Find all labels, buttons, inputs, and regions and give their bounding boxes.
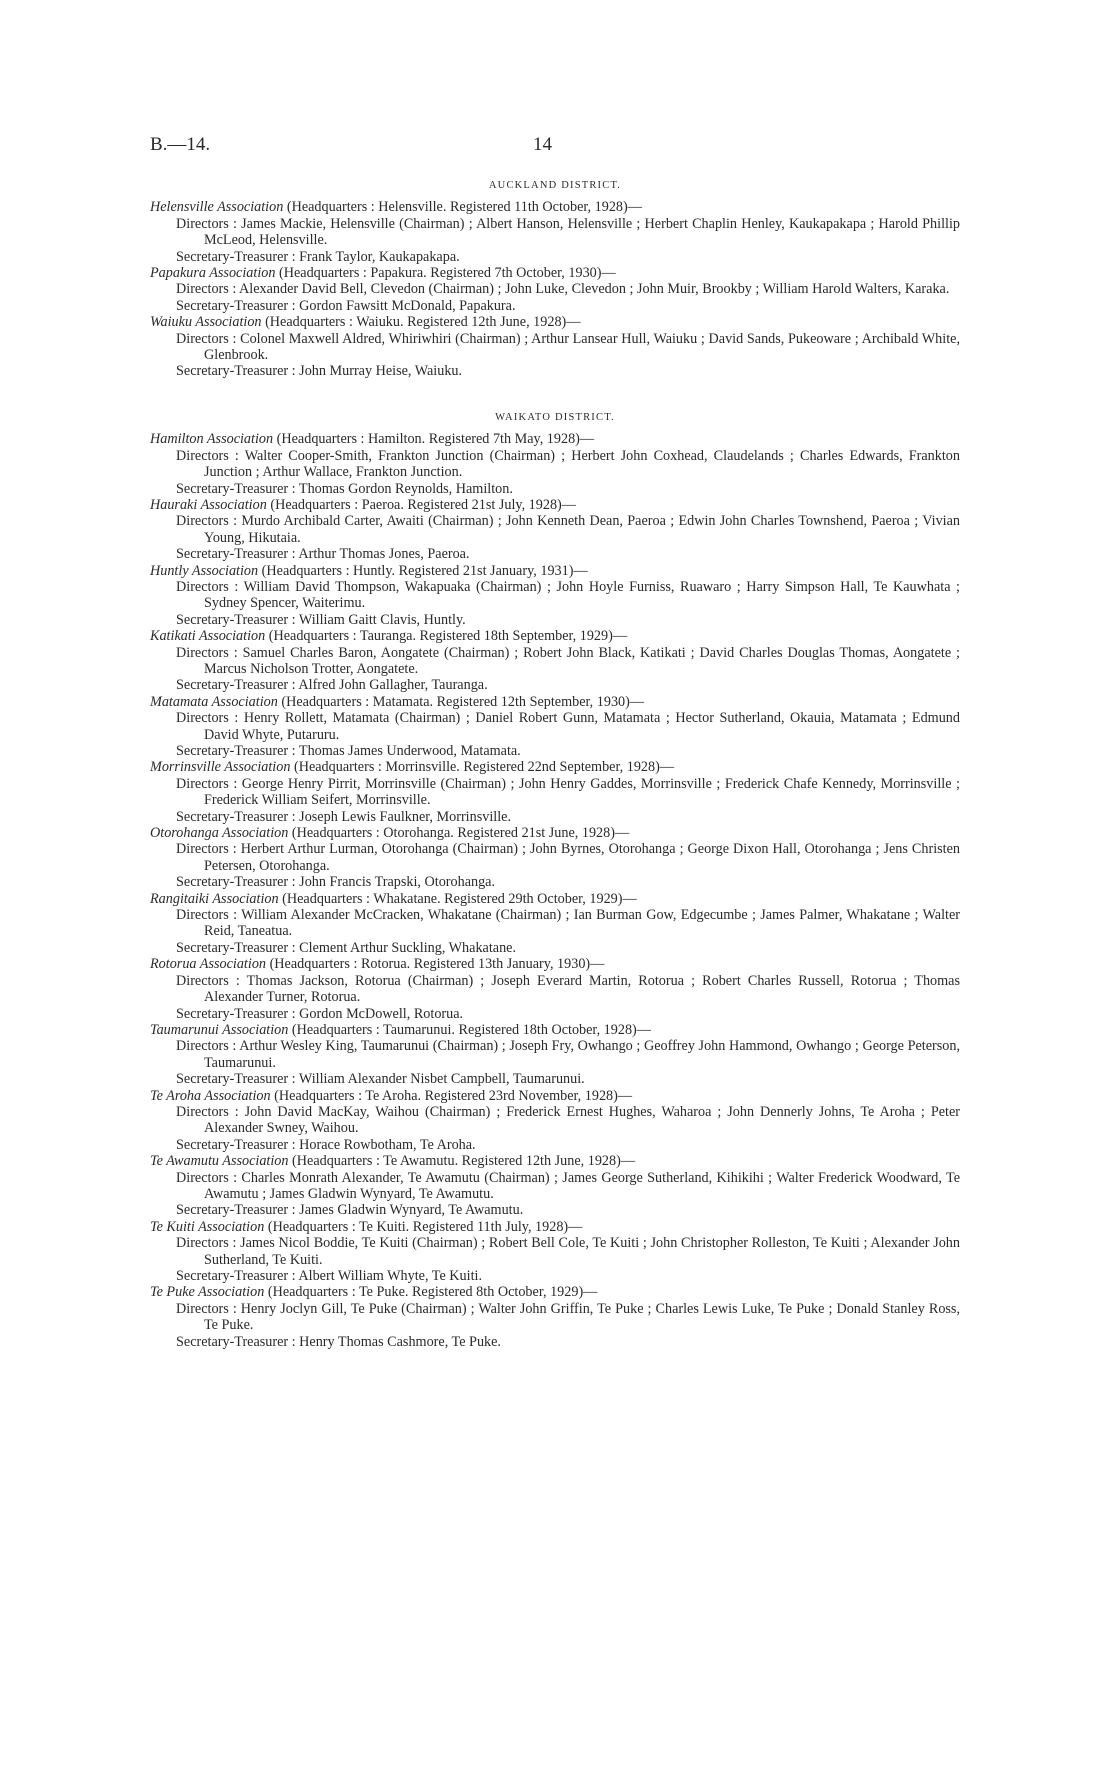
association-heading xyxy=(150,628,960,644)
association-entry xyxy=(150,759,960,825)
association-name: Hamilton Association xyxy=(150,431,274,448)
association-details: (Headquarters : Tauranga. Registered 18th September, 1929)— xyxy=(265,628,628,645)
district-auckland xyxy=(150,178,960,380)
association-name: Waiuku Association xyxy=(150,314,262,331)
association-entry xyxy=(150,694,960,760)
association-details: (Headquarters : Te Kuiti. Registered 11th July, 1928)— xyxy=(264,1218,583,1235)
directors-line: Directors : Arthur Wesley King, Taumarunui (Chairman) ; Joseph Fry, Owhango ; Geoffrey John Hammond, Owhango ; George Peterson, Taumarunui. xyxy=(176,1038,960,1071)
association-heading xyxy=(150,265,960,281)
association-heading xyxy=(150,431,960,447)
association-entry xyxy=(150,1284,960,1350)
directors-line: Directors : James Nicol Boddie, Te Kuiti (Chairman) ; Robert Bell Cole, Te Kuiti ; John Christopher Rolleston, Te Kuiti ; Alexander John Sutherland, Te Kuiti. xyxy=(176,1235,960,1268)
association-heading xyxy=(150,199,960,215)
association-heading xyxy=(150,956,960,972)
page-number: 14 xyxy=(533,134,552,155)
association-entry xyxy=(150,497,960,563)
directors-line: Directors : Henry Rollett, Matamata (Chairman) ; Daniel Robert Gunn, Matamata ; Hector Sutherland, Okauia, Matamata ; Edmund David Whyte, Putaruru. xyxy=(176,710,960,743)
district-title: WAIKATO DISTRICT. xyxy=(495,411,615,423)
page-content xyxy=(150,178,960,1350)
association-details: (Headquarters : Te Puke. Registered 8th October, 1929)— xyxy=(264,1284,598,1301)
secretary-line: Secretary-Treasurer : Gordon Fawsitt McDonald, Papakura. xyxy=(176,297,516,314)
association-heading xyxy=(150,825,960,841)
secretary-line: Secretary-Treasurer : Frank Taylor, Kaukapakapa. xyxy=(176,248,460,265)
association-details: (Headquarters : Whakatane. Registered 29th October, 1929)— xyxy=(278,890,637,907)
association-details: (Headquarters : Paeroa. Registered 21st July, 1928)— xyxy=(266,496,576,513)
directors-line: Directors : Charles Monrath Alexander, Te Awamutu (Chairman) ; James George Sutherland, Kihikihi ; Walter Frederick Woodward, Te Awamutu ; James Gladwin Wynyard, Te Awamutu. xyxy=(176,1169,960,1202)
association-name: Rotorua Association xyxy=(150,956,267,973)
association-details: (Headquarters : Te Awamutu. Registered 12th June, 1928)— xyxy=(288,1153,636,1170)
directors-line: Directors : Herbert Arthur Lurman, Otorohanga (Chairman) ; John Byrnes, Otorohanga ; George Dixon Hall, Otorohanga ; Jens Christen Petersen, Otorohanga. xyxy=(176,841,960,874)
association-name: Morrinsville Association xyxy=(150,759,291,776)
association-heading xyxy=(150,759,960,775)
association-details: (Headquarters : Waiuku. Registered 12th June, 1928)— xyxy=(261,314,581,331)
directors-line: Directors : Alexander David Bell, Clevedon (Chairman) ; John Luke, Clevedon ; John Muir, Brookby ; William Harold Walters, Karaka. xyxy=(176,281,950,298)
directors-line: Directors : James Mackie, Helensville (Chairman) ; Albert Hanson, Helensville ; Herbert Chaplin Henley, Kaukapakapa ; Harold Phillip McLeod, Helensville. xyxy=(176,215,960,249)
secretary-line: Secretary-Treasurer : John Francis Trapski, Otorohanga. xyxy=(176,874,496,891)
secretary-line: Secretary-Treasurer : Thomas James Underwood, Matamata. xyxy=(176,743,521,759)
association-details: (Headquarters : Rotorua. Registered 13th January, 1930)— xyxy=(266,956,605,973)
association-name: Papakura Association xyxy=(150,265,276,282)
secretary-line: Secretary-Treasurer : Henry Thomas Cashmore, Te Puke. xyxy=(176,1333,501,1350)
document-reference: B.—14. xyxy=(150,134,211,155)
association-heading xyxy=(150,497,960,513)
association-details: (Headquarters : Matamata. Registered 12th September, 1930)— xyxy=(277,693,645,710)
directors-line: Directors : George Henry Pirrit, Morrinsville (Chairman) ; John Henry Gaddes, Morrinsville ; Frederick Chafe Kennedy, Morrinsville ; Frederick William Seifert, Morrinsville. xyxy=(176,775,960,809)
association-heading xyxy=(150,1022,960,1038)
directors-line: Directors : Henry Joclyn Gill, Te Puke (Chairman) ; Walter John Griffin, Te Puke ; Charles Lewis Luke, Te Puke ; Donald Stanley Ross, Te Puke. xyxy=(176,1300,960,1334)
secretary-line: Secretary-Treasurer : Thomas Gordon Reynolds, Hamilton. xyxy=(176,480,513,497)
association-entry xyxy=(150,1022,960,1088)
association-entry xyxy=(150,199,960,265)
association-name: Hauraki Association xyxy=(150,496,267,513)
secretary-line: Secretary-Treasurer : Gordon McDowell, Rotorua. xyxy=(176,1005,464,1022)
association-name: Matamata Association xyxy=(150,693,278,710)
association-details: (Headquarters : Hamilton. Registered 7th May, 1928)— xyxy=(273,431,595,448)
directors-line: Directors : John David MacKay, Waihou (Chairman) ; Frederick Ernest Hughes, Waharoa ; John Dennerly Johns, Te Aroha ; Peter Alexander Swney, Waihou. xyxy=(176,1103,960,1137)
district-title: AUCKLAND DISTRICT. xyxy=(488,180,622,191)
association-entry xyxy=(150,825,960,891)
association-details: (Headquarters : Otorohanga. Registered 21st June, 1928)— xyxy=(288,825,630,842)
association-name: Katikati Association xyxy=(150,628,266,645)
association-heading xyxy=(150,1219,960,1235)
association-entry xyxy=(150,891,960,957)
secretary-line: Secretary-Treasurer : Arthur Thomas Jones, Paeroa. xyxy=(176,546,470,563)
association-entry xyxy=(150,265,960,314)
association-details: (Headquarters : Huntly. Registered 21st January, 1931)— xyxy=(258,562,588,579)
association-heading xyxy=(150,1088,960,1104)
association-heading xyxy=(150,1284,960,1300)
association-heading xyxy=(150,563,960,579)
association-name: Rangitaiki Association xyxy=(150,890,279,907)
association-details: (Headquarters : Taumarunui. Registered 18th October, 1928)— xyxy=(288,1021,651,1038)
secretary-line: Secretary-Treasurer : Alfred John Gallagher, Tauranga. xyxy=(176,677,488,694)
association-entry xyxy=(150,956,960,1022)
association-entry xyxy=(150,1088,960,1154)
directors-line: Directors : William David Thompson, Wakapuaka (Chairman) ; John Hoyle Furniss, Ruawaro ; Harry Simpson Hall, Te Kauwhata ; Sydney Spencer, Waiterimu. xyxy=(176,578,960,612)
secretary-line: Secretary-Treasurer : John Murray Heise, Waiuku. xyxy=(176,363,463,380)
secretary-line: Secretary-Treasurer : Joseph Lewis Faulkner, Morrinsville. xyxy=(176,808,511,825)
association-name: Huntly Association xyxy=(150,562,259,579)
association-heading xyxy=(150,314,960,330)
directors-line: Directors : William Alexander McCracken, Whakatane (Chairman) ; Ian Burman Gow, Edgecumbe ; James Palmer, Whakatane ; Walter Reid, Taneatua. xyxy=(176,907,960,940)
association-details: (Headquarters : Helensville. Registered 11th October, 1928)— xyxy=(283,199,642,216)
secretary-line: Secretary-Treasurer : Clement Arthur Suckling, Whakatane. xyxy=(176,939,517,956)
secretary-line: Secretary-Treasurer : Albert William Whyte, Te Kuiti. xyxy=(176,1268,483,1284)
association-name: Te Awamutu Association xyxy=(150,1153,289,1170)
directors-line: Directors : Walter Cooper-Smith, Frankton Junction (Chairman) ; Herbert John Coxhead, Claudelands ; Charles Edwards, Frankton Junction ; Arthur Wallace, Frankton Junction. xyxy=(176,447,960,481)
association-entry xyxy=(150,1153,960,1219)
association-name: Te Kuiti Association xyxy=(150,1218,265,1235)
association-entry xyxy=(150,1219,960,1285)
association-heading xyxy=(150,891,960,907)
association-entry xyxy=(150,628,960,694)
association-details: (Headquarters : Te Aroha. Registered 23rd November, 1928)— xyxy=(270,1087,633,1104)
association-entry xyxy=(150,314,960,380)
association-name: Te Aroha Association xyxy=(150,1087,271,1104)
association-entry xyxy=(150,563,960,629)
association-name: Helensville Association xyxy=(150,199,284,216)
association-name: Te Puke Association xyxy=(150,1284,265,1301)
directors-line: Directors : Samuel Charles Baron, Aongatete (Chairman) ; Robert John Black, Katikati ; David Charles Douglas Thomas, Aongatete ; Marcus Nicholson Trotter, Aongatete. xyxy=(176,644,960,677)
association-details: (Headquarters : Morrinsville. Registered 22nd September, 1928)— xyxy=(290,759,675,776)
page-header xyxy=(150,134,970,158)
association-entry xyxy=(150,431,960,497)
association-details: (Headquarters : Papakura. Registered 7th October, 1930)— xyxy=(275,265,616,282)
directors-line: Directors : Murdo Archibald Carter, Awaiti (Chairman) ; John Kenneth Dean, Paeroa ; Edwin John Charles Townshend, Paeroa ; Vivian Young, Hikutaia. xyxy=(176,513,960,546)
association-heading xyxy=(150,694,960,710)
association-heading xyxy=(150,1153,960,1169)
directors-line: Directors : Colonel Maxwell Aldred, Whiriwhiri (Chairman) ; Arthur Lansear Hull, Waiuku ; David Sands, Pukeoware ; Archibald White, Glenbrook. xyxy=(176,330,960,364)
secretary-line: Secretary-Treasurer : William Alexander Nisbet Campbell, Taumarunui. xyxy=(176,1071,585,1088)
association-name: Taumarunui Association xyxy=(150,1021,289,1038)
secretary-line: Secretary-Treasurer : William Gaitt Clavis, Huntly. xyxy=(176,611,466,628)
secretary-line: Secretary-Treasurer : Horace Rowbotham, Te Aroha. xyxy=(176,1136,476,1153)
directors-line: Directors : Thomas Jackson, Rotorua (Chairman) ; Joseph Everard Martin, Rotorua ; Robert Charles Russell, Rotorua ; Thomas Alexander Turner, Rotorua. xyxy=(176,972,960,1006)
district-waikato xyxy=(150,410,960,1350)
association-name: Otorohanga Association xyxy=(150,825,289,842)
secretary-line: Secretary-Treasurer : James Gladwin Wynyard, Te Awamutu. xyxy=(176,1202,524,1219)
